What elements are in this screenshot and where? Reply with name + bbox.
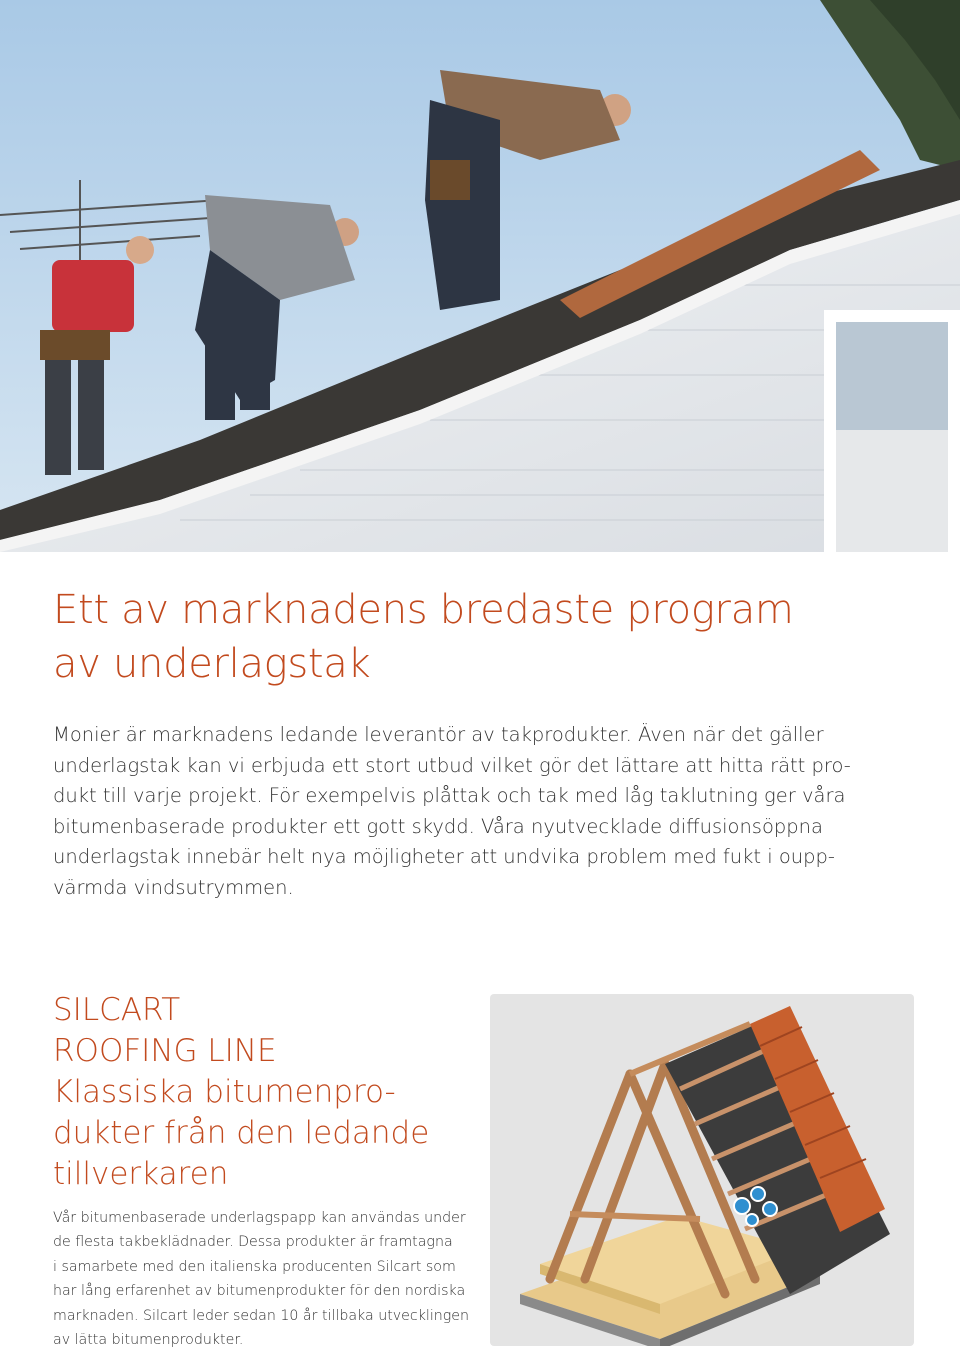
section-title-line: Klassiska bitumenpro- (53, 1074, 396, 1110)
intro-line: värmda vindsutrymmen. (53, 875, 294, 899)
headline-line: av underlagstak (53, 641, 371, 687)
headline-line: Ett av marknadens bredaste program (53, 587, 794, 633)
section-title-line: dukter från den ledande (53, 1115, 430, 1151)
intro-line: underlagstak innebär helt nya möjligheter att undvika problem med fukt i oupp- (53, 845, 835, 868)
intro-line: bitumenbaserade produkter ett gott skydd. Våra nyutvecklade diffusionsöppna (53, 814, 823, 838)
section-body (53, 1206, 493, 1352)
section-title-line: ROOFING LINE (53, 1033, 277, 1069)
section-body-line: Vår bitumenbaserade underlagspapp kan användas under (53, 1210, 466, 1226)
section-body-line: av lätta bitumenprodukter. (53, 1332, 244, 1349)
section-body-line: marknaden. Silcart leder sedan 10 år tillbaka utvecklingen (53, 1307, 470, 1324)
section-title (53, 990, 493, 1195)
headline (53, 583, 913, 691)
section-body-line: de flesta takbeklädnader. Dessa produkter är framtagna (53, 1234, 453, 1251)
section-body-line: i samarbete med den italienska producenten Silcart som (53, 1258, 456, 1275)
roofers-photo (0, 0, 960, 552)
intro-line: Monier är marknadens ledande leverantör av takprodukter. Även när det gäller (53, 723, 824, 746)
intro-line: underlagstak kan vi erbjuda ett stort utbud vilket gör det lättare att hitta rätt pro- (53, 753, 851, 777)
intro-line: dukt till varje projekt. För exempelvis plåttak och tak med låg taklutning ger våra (53, 784, 846, 807)
section-title-line: SILCART (53, 992, 181, 1028)
section-body-line: har lång erfarenhet av bitumenprodukter för den nordiska (53, 1283, 466, 1300)
intro-paragraph (53, 720, 905, 903)
roof-diagram (490, 994, 914, 1346)
section-title-line: tillverkaren (53, 1156, 229, 1192)
